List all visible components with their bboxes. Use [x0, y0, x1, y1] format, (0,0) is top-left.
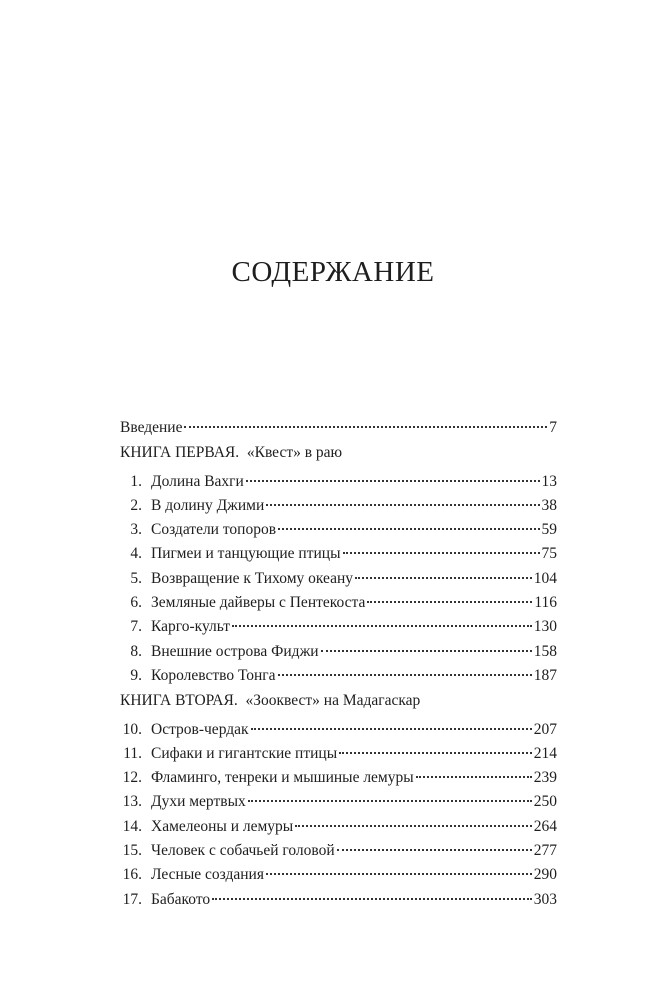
toc-entry [120, 888, 557, 912]
dot-leader [343, 546, 540, 554]
toc-page-number: 75 [541, 545, 557, 563]
toc-entry-title: Духи мертвых [151, 793, 246, 811]
toc-entry-title: Сифаки и гигантские птицы [151, 744, 338, 762]
book-heading [120, 441, 557, 465]
toc-page-number: 303 [533, 890, 557, 908]
chapter-number: 14. [122, 817, 142, 835]
chapter-number: 16. [122, 866, 142, 884]
chapter-number: 12. [122, 769, 142, 787]
toc-entry [120, 470, 557, 494]
dot-leader [295, 819, 532, 827]
dot-leader [232, 619, 532, 627]
table-of-contents [120, 416, 557, 912]
chapter-number: 4. [130, 545, 142, 563]
toc-page-number: 130 [533, 618, 557, 636]
toc-page-number: 7 [549, 419, 557, 436]
book-heading [120, 689, 557, 713]
toc-entry [120, 494, 557, 518]
toc-page-number: 239 [533, 769, 557, 787]
toc-entry-title: Хамелеоны и лемуры [151, 817, 294, 835]
toc-entry-title: Фламинго, тенреки и мышиные лемуры [151, 769, 414, 787]
toc-entry [120, 640, 557, 664]
dot-leader [416, 770, 532, 778]
toc-entry-title: Внешние острова Фиджи [151, 642, 319, 660]
toc-page-number: 158 [533, 642, 557, 660]
toc-page-number: 59 [541, 521, 557, 539]
toc-entry-title: В долину Джими [151, 496, 265, 514]
chapter-number: 2. [130, 496, 142, 514]
chapter-number: 7. [130, 618, 142, 636]
chapter-number: 10. [122, 720, 142, 738]
toc-entry [120, 742, 557, 766]
toc-entry [120, 839, 557, 863]
toc-entry-title: Введение [120, 419, 183, 436]
dot-leader [266, 867, 532, 875]
dot-leader [251, 722, 532, 730]
toc-entry-title: Земляные дайверы с Пентекоста [151, 594, 366, 612]
toc-page-number: 277 [533, 842, 557, 860]
dot-leader [337, 843, 532, 851]
toc-entry-title: Пигмеи и танцующие птицы [151, 545, 341, 563]
toc-page-number: 250 [533, 793, 557, 811]
toc-entry-title: Бабакото [151, 890, 211, 908]
dot-leader [248, 794, 532, 802]
chapter-number: 11. [123, 744, 142, 762]
toc-page-number: 13 [541, 472, 557, 490]
toc-entry [120, 518, 557, 542]
toc-entry [120, 591, 557, 615]
toc-entry [120, 766, 557, 790]
toc-page-number: 264 [533, 817, 557, 835]
chapter-number: 3. [130, 521, 142, 539]
dot-leader [212, 892, 532, 900]
book-two-chapters [120, 718, 557, 912]
dot-leader [278, 668, 532, 676]
toc-entry [120, 863, 557, 887]
toc-entry-title: Карго-культ [151, 618, 231, 636]
toc-entry [120, 815, 557, 839]
toc-page-number: 207 [533, 720, 557, 738]
toc-entry-title: Возвращение к Тихому океану [151, 569, 354, 587]
dot-leader [339, 746, 532, 754]
toc-entry-intro [120, 416, 557, 440]
chapter-number: 13. [122, 793, 142, 811]
toc-page-number: 214 [533, 744, 557, 762]
book-one-chapters [120, 470, 557, 689]
dot-leader [184, 420, 547, 428]
toc-page-number: 116 [534, 594, 557, 612]
toc-entry [120, 718, 557, 742]
toc-entry-title: Лесные создания [151, 866, 264, 884]
dot-leader [266, 498, 539, 506]
toc-page-number: 38 [541, 496, 557, 514]
chapter-number: 5. [130, 569, 142, 587]
book-heading-text: КНИГА ПЕРВАЯ. «Квест» в раю [120, 444, 343, 462]
toc-entry-title: Создатели топоров [151, 521, 277, 539]
toc-page-number: 187 [533, 666, 557, 684]
book-heading-text: КНИГА ВТОРАЯ. «Зооквест» на Мадагаскар [120, 692, 421, 710]
toc-entry-title: Королевство Тонга [151, 666, 276, 684]
toc-entry [120, 567, 557, 591]
chapter-number: 9. [130, 666, 142, 684]
dot-leader [321, 644, 532, 652]
toc-entry [120, 542, 557, 566]
toc-page-number: 290 [533, 866, 557, 884]
chapter-number: 6. [130, 594, 142, 612]
toc-entry [120, 615, 557, 639]
dot-leader [367, 595, 532, 603]
dot-leader [278, 522, 539, 530]
chapter-number: 15. [122, 842, 142, 860]
toc-entry-title: Долина Вахги [151, 472, 244, 490]
chapter-number: 17. [122, 890, 142, 908]
dot-leader [355, 571, 532, 579]
toc-entry [120, 790, 557, 814]
chapter-number: 1. [130, 472, 142, 490]
toc-entry-title: Остров-чердак [151, 720, 249, 738]
toc-entry-title: Человек с собачьей головой [151, 842, 335, 860]
dot-leader [246, 474, 540, 482]
page-title: СОДЕРЖАНИЕ [231, 256, 435, 288]
toc-entry [120, 664, 557, 688]
toc-page-number: 104 [533, 569, 557, 587]
chapter-number: 8. [130, 642, 142, 660]
